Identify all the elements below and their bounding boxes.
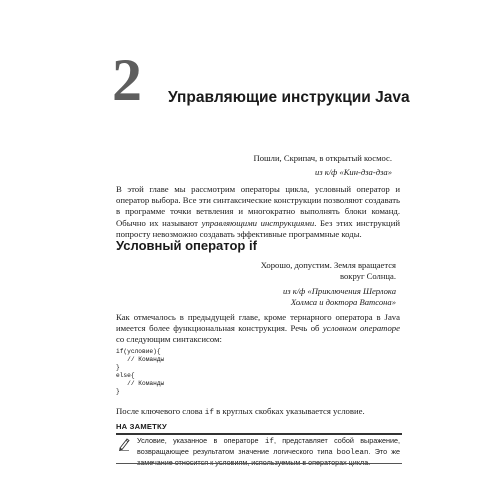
intro-text-end: . Без этих инструкций попросту невозможно создавать эффективные программные коды. (116, 217, 400, 239)
body-paragraph-2 (116, 406, 365, 419)
pencil-icon (118, 437, 130, 451)
code-block (116, 348, 164, 395)
epigraph-quote-2: Хорошо, допустим. Земля вращается вокруг Солнца. (260, 260, 396, 281)
note-keyword-boolean: boolean (336, 449, 369, 458)
para3-text-end: в круглых скобках указывается условие. (213, 406, 365, 416)
code-line: } (116, 387, 120, 395)
code-line: else{ (116, 371, 135, 379)
note-keyword-if: if (264, 438, 274, 446)
note-text-start: Условие, указанное в операторе (137, 436, 265, 445)
para2-text-end: со следующим синтаксисом: (116, 334, 222, 345)
note-text-end: . Это же замечание относится к условиям, используемым в операторах цикла. (137, 447, 401, 468)
code-line: } (116, 363, 120, 371)
intro-paragraph (116, 184, 400, 240)
para3-keyword: if (204, 409, 214, 417)
note-divider-bottom (116, 463, 402, 464)
code-line: if(условие){ (116, 348, 161, 355)
section-title: Условный оператор if (116, 238, 257, 253)
note-divider (116, 433, 402, 435)
note-text-mid: , представляет собой выражение, возвращающее результатом значение логического типа (137, 436, 400, 457)
para2-term: условном операторе (322, 323, 400, 334)
chapter-title: Управляющие инструкции Java (168, 89, 410, 106)
code-line: // Команды (116, 355, 165, 363)
chapter-number: 2 (112, 47, 142, 113)
para3-text-start: После ключевого слова (116, 406, 205, 416)
intro-term: управляющими инструкциями (201, 217, 315, 228)
body-paragraph (116, 312, 400, 346)
epigraph-quote: Пошли, Скрипач, в открытый космос. (253, 153, 392, 163)
code-line: // Команды (116, 379, 165, 387)
intro-text-start: В этой главе мы рассмотрим операторы цикла, условный оператор и оператор выбора. Все эти синтаксические конструкции позволяют создавать в программе точки ветвления и многократно выполнять блоки команд. Обычно их называют (116, 184, 400, 228)
epigraph-source-2: из к/ф «Приключения Шерлока Холмса и доктора Ватсона» (282, 286, 396, 307)
para2-text-start: Как отмечалось в предыдущей главе, кроме тернарного оператора в Java имеется более функциональная конструкция. Речь об (116, 312, 400, 334)
note-title: НА ЗАМЕТКУ (116, 422, 167, 431)
epigraph-source: из к/ф «Кин-дза-дза» (314, 167, 392, 177)
